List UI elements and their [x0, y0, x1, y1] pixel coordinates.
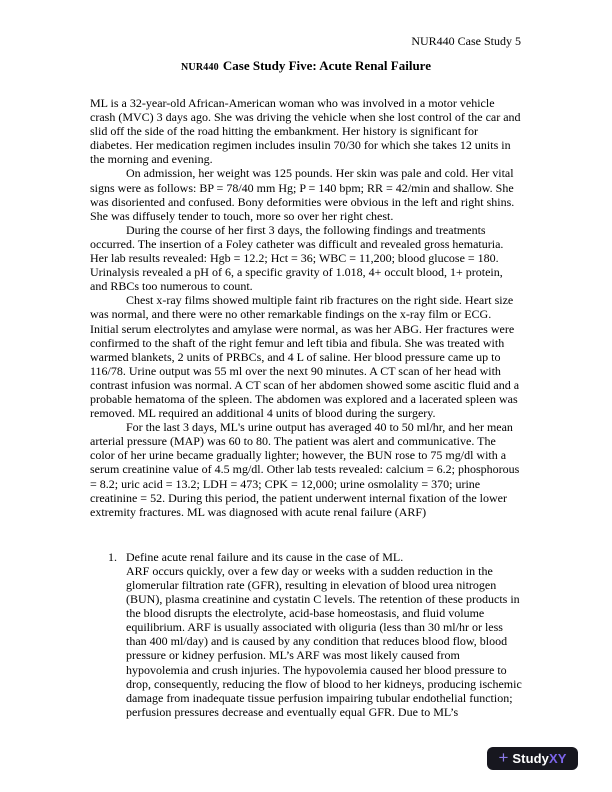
plus-icon: + — [498, 748, 509, 767]
studyxy-logo-badge[interactable] — [487, 747, 578, 770]
running-header: NUR440 Case Study 5 — [411, 34, 521, 48]
brand-name-accent: XY — [549, 751, 567, 766]
body-paragraph-1: ML is a 32-year-old African-American woman who was involved in a motor vehicle crash (MVC) 3 days ago. She was driving the vehicle when she lost control of the car and slid off the side of the road hitting the embankment. Her history is significant for diabetes. Her medication regimen includes insulin 70/30 for which she takes 12 units in the morning and evening. — [90, 96, 521, 167]
brand-name — [512, 751, 566, 766]
page-title — [0, 58, 612, 76]
question-body — [126, 550, 522, 719]
body-paragraph-3: During the course of her first 3 days, the following findings and treatments occurred. The insertion of a Foley catheter was difficult and revealed gross hematuria. Her lab results revealed: Hgb = 12.2; Hct = 36; WBC = 11,200; blood glucose = 180. Urinalysis revealed a pH of 6, a specific gravity of 1.018, 4+ occult blood, 1+ protein, and RBCs too numerous to count. — [90, 222, 504, 294]
answer-text: ARF occurs quickly, over a few day or weeks with a sudden reduction in the glomerular filtration rate (GFR), resulting in elevation of blood urea nitrogen (BUN), plasma creatinine and cystatin C levels. The retention of these products in the blood disrupts the electrolyte, acid-base homeostasis, and fluid volume equilibrium. ARF is usually associated with oliguria (less than 30 ml/hr or less than 400 ml/day) and is caused by any condition that reduces blood flow, blood pressure or kidney perfusion. ML’s ARF was most likely caused from hypovolemia and crush injuries. The hypovolemia caused her blood pressure to drop, consequently, reducing the flow of blood to her kidneys, producing ischemic damage from inadequate tissue perfusion impairing tubular endothelial function; perfusion pressures decrease and eventually equal GFR. Due to ML’s — [126, 563, 522, 719]
brand-name-primary: Study — [512, 751, 549, 766]
title-course-code: NUR440 — [181, 62, 219, 73]
question-item-1 — [108, 550, 522, 719]
body-paragraph-4: Chest x-ray films showed multiple faint rib fractures on the right side. Heart size was normal, and there were no other remarkable findings on the x-ray film or ECG. Initial serum electrolytes and amylase were normal, as was her ABG. Her fractures were confirmed to the shaft of the right femur and left tibia and fibula. She was treated with warmed blankets, 2 units of PRBCs, and 4 L of saline. Her blood pressure came up to 116/78. Urine output was 55 ml over the next 90 minutes. A CT scan of her head with contrast infusion was normal. A CT scan of her abdomen showed some ascitic fluid and a probable hematoma of the spleen. The abdomen was explored and a lacerated spleen was removed. ML required an additional 4 units of blood during the surgery. — [90, 293, 520, 421]
body-paragraph-5: For the last 3 days, ML's urine output has averaged 40 to 50 ml/hr, and her mean arterial pressure (MAP) was 60 to 80. The patient was alert and communicative. The color of her urine became gradually lighter; however, the BUN rose to 75 mg/dl with a serum creatinine value of 4.5 mg/dl. Other lab tests revealed: calcium = 6.2; phosphorous = 8.2; uric acid = 13.2; LDH = 473; CPK = 12,000; urine osmolality = 370; urine creatinine = 52. During this period, the patient underwent internal fixation of the lower extremity fractures. ML was diagnosed with acute renal failure (ARF) — [90, 420, 520, 519]
title-text: Case Study Five: Acute Renal Failure — [222, 58, 431, 73]
question-text: Define acute renal failure and its cause in the case of ML. — [126, 549, 404, 564]
body-paragraph-2: On admission, her weight was 125 pounds. Her skin was pale and cold. Her vital signs were as follows: BP = 78/40 mm Hg; P = 140 bpm; RR = 42/min and shallow. She was disoriented and confused. Bony deformities were obvious in the left and right shins. She was diffusely tender to touch, more so over her right chest. — [90, 166, 515, 223]
document-body — [90, 96, 522, 719]
question-number: 1. — [108, 549, 117, 564]
